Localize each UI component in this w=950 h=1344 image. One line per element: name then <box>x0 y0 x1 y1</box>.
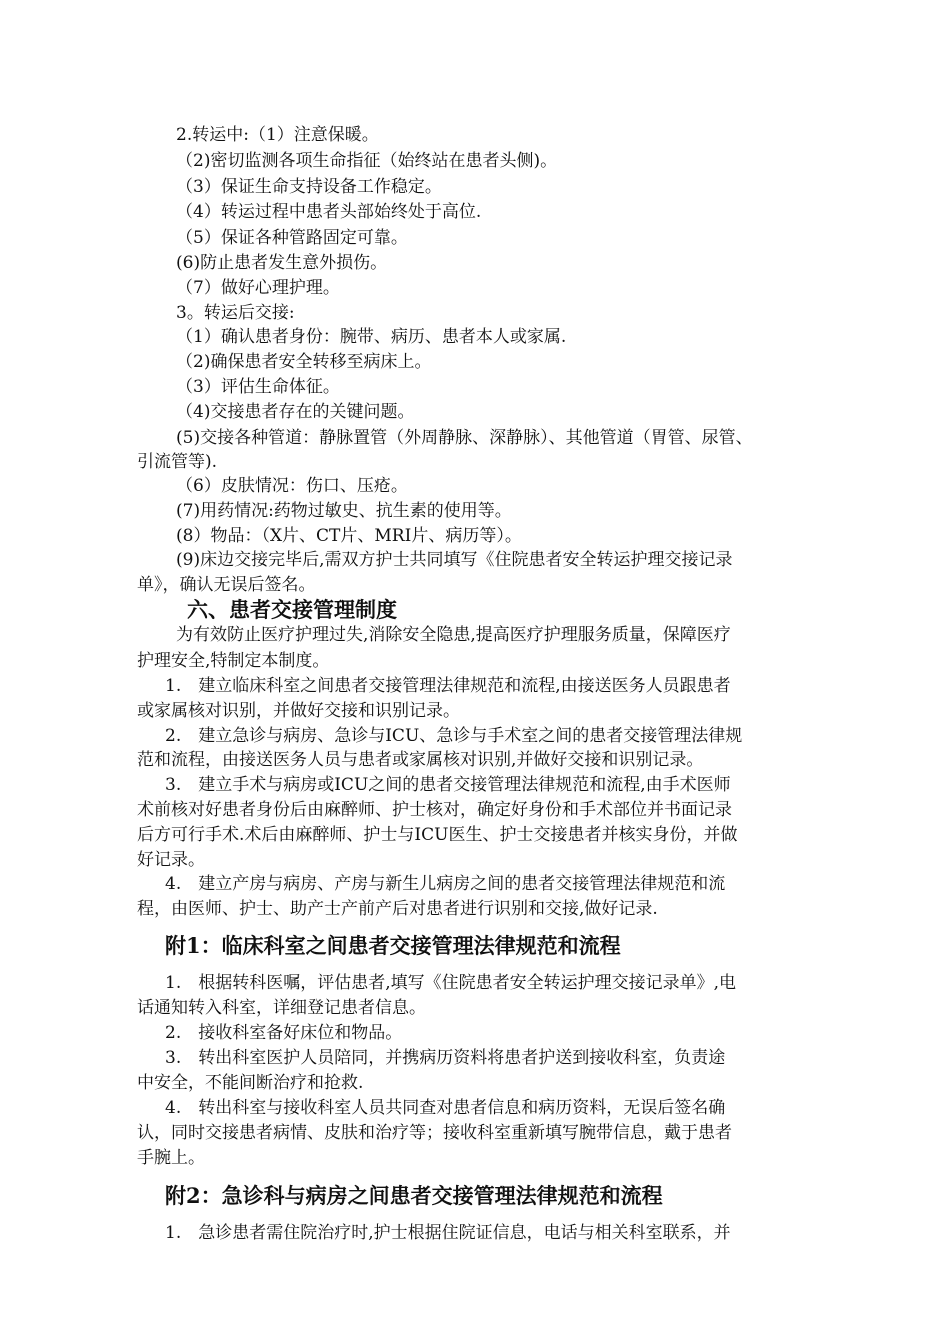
text-line: 2.转运中:（1）注意保暖。 <box>176 125 379 145</box>
text-line: 2. 接收科室备好床位和物品。 <box>165 1023 403 1043</box>
text-line: 后方可行手术.术后由麻醉师、护士与ICU医生、护士交接患者并核实身份，并做 <box>137 825 738 845</box>
text-line: （2)确保患者安全转移至病床上。 <box>176 352 432 372</box>
appendix-heading-2: 附2：急诊科与病房之间患者交接管理法律规范和流程 <box>165 1183 663 1208</box>
text-line: 2. 建立急诊与病房、急诊与ICU、急诊与手术室之间的患者交接管理法律规 <box>165 726 743 746</box>
appendix-heading-1: 附1：临床科室之间患者交接管理法律规范和流程 <box>165 933 621 958</box>
text-line: (8）物品：（X片、CT片、MRI片、病历等）。 <box>176 526 522 546</box>
text-line: （7）做好心理护理。 <box>176 278 340 298</box>
text-line: 3。转运后交接: <box>176 303 295 323</box>
text-line: 或家属核对识别，并做好交接和识别记录。 <box>137 701 460 721</box>
text-line: 1. 根据转科医嘱，评估患者,填写《住院患者安全转运护理交接记录单》,电 <box>165 973 737 993</box>
text-line: 手腕上。 <box>137 1148 205 1168</box>
text-line: （1）确认患者身份：腕带、病历、患者本人或家属. <box>176 327 567 347</box>
text-line: 4. 转出科室与接收科室人员共同查对患者信息和病历资料，无误后签名确 <box>165 1098 726 1118</box>
text-line: 范和流程，由接送医务人员与患者或家属核对识别,并做好交接和识别记录。 <box>137 750 704 770</box>
text-line: 术前核对好患者身份后由麻醉师、护士核对，确定好身份和手术部位并书面记录 <box>137 800 732 820</box>
text-line: 3. 建立手术与病房或ICU之间的患者交接管理法律规范和流程,由手术医师 <box>165 775 731 795</box>
text-line: (9)床边交接完毕后,需双方护士共同填写《住院患者安全转运护理交接记录 <box>176 550 733 570</box>
text-line: 3. 转出科室医护人员陪同，并携病历资料将患者护送到接收科室，负责途 <box>165 1048 726 1068</box>
text-line: (6)防止患者发生意外损伤。 <box>176 253 388 273</box>
text-line: 中安全，不能间断治疗和抢救. <box>137 1073 364 1093</box>
text-line: （4）转运过程中患者头部始终处于高位. <box>176 202 482 222</box>
text-line: 引流管等). <box>137 452 218 472</box>
text-line: 单》，确认无误后签名。 <box>137 575 316 595</box>
text-line: 话通知转入科室，详细登记患者信息。 <box>137 998 426 1018</box>
section-heading: 六、患者交接管理制度 <box>187 597 397 622</box>
text-line: 好记录。 <box>137 850 205 870</box>
text-line: (7)用药情况:药物过敏史、抗生素的使用等。 <box>176 501 512 521</box>
text-line: 1. 急诊患者需住院治疗时,护士根据住院证信息，电话与相关科室联系，并 <box>165 1223 731 1243</box>
text-line: 护理安全,特制定本制度。 <box>137 651 330 671</box>
text-line: （6）皮肤情况：伤口、压疮。 <box>176 476 408 496</box>
text-line: (5)交接各种管道：静脉置管（外周静脉、深静脉）、其他管道（胃管、尿管、 <box>176 428 753 448</box>
text-line: 1. 建立临床科室之间患者交接管理法律规范和流程,由接送医务人员跟患者 <box>165 676 731 696</box>
text-line: （5）保证各种管路固定可靠。 <box>176 228 408 248</box>
text-line: 认，同时交接患者病情、皮肤和治疗等；接收科室重新填写腕带信息，戴于患者 <box>137 1123 732 1143</box>
text-line: 程，由医师、护士、助产士产前产后对患者进行识别和交接,做好记录. <box>137 899 658 919</box>
text-line: 4. 建立产房与病房、产房与新生儿病房之间的患者交接管理法律规范和流 <box>165 874 726 894</box>
text-line: （3）评估生命体征。 <box>176 377 340 397</box>
text-line: 为有效防止医疗护理过失,消除安全隐患,提高医疗护理服务质量，保障医疗 <box>176 625 731 645</box>
text-line: （4)交接患者存在的关键问题。 <box>176 402 415 422</box>
text-line: （3）保证生命支持设备工作稳定。 <box>176 177 442 197</box>
text-line: （2)密切监测各项生命指征（始终站在患者头侧)。 <box>176 151 558 171</box>
